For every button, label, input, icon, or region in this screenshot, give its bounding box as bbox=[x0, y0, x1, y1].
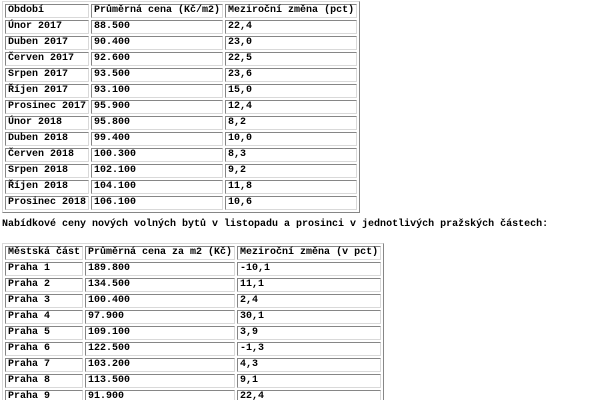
table-row bbox=[5, 358, 381, 372]
header-cell: Průměrná cena za m2 (Kč) bbox=[85, 246, 235, 260]
table-cell: 10,6 bbox=[225, 196, 357, 210]
table-cell: Praha 1 bbox=[5, 262, 83, 276]
table-row bbox=[5, 52, 357, 66]
table-row bbox=[5, 132, 357, 146]
header-cell: Meziroční změna (pct) bbox=[225, 4, 357, 18]
table-cell: Praha 4 bbox=[5, 310, 83, 324]
table-cell: 3,9 bbox=[237, 326, 381, 340]
table-cell: 93.100 bbox=[91, 84, 223, 98]
table-cell: 95.800 bbox=[91, 116, 223, 130]
table-cell: 100.400 bbox=[85, 294, 235, 308]
table-row bbox=[5, 294, 381, 308]
table-cell: 22,4 bbox=[225, 20, 357, 34]
table-cell: 99.400 bbox=[91, 132, 223, 146]
table-cell: 100.300 bbox=[91, 148, 223, 162]
table-cell: Praha 5 bbox=[5, 326, 83, 340]
table-row bbox=[5, 100, 357, 114]
table-cell: -10,1 bbox=[237, 262, 381, 276]
table-cell: 109.100 bbox=[85, 326, 235, 340]
price-table-by-period bbox=[2, 1, 360, 213]
table-cell: 97.900 bbox=[85, 310, 235, 324]
table-row bbox=[5, 180, 357, 194]
table-row bbox=[5, 68, 357, 82]
table-cell: 10,0 bbox=[225, 132, 357, 146]
table-row bbox=[5, 326, 381, 340]
table-cell: 15,0 bbox=[225, 84, 357, 98]
table-cell: 113.500 bbox=[85, 374, 235, 388]
table-cell: 104.100 bbox=[91, 180, 223, 194]
table-cell: Červen 2018 bbox=[5, 148, 89, 162]
table-cell: 23,0 bbox=[225, 36, 357, 50]
table-row bbox=[5, 310, 381, 324]
table-cell: Srpen 2018 bbox=[5, 164, 89, 178]
table-cell: Duben 2018 bbox=[5, 132, 89, 146]
table-row bbox=[5, 390, 381, 400]
table-cell: Srpen 2017 bbox=[5, 68, 89, 82]
table-cell: Prosinec 2017 bbox=[5, 100, 89, 114]
table-cell: 2,4 bbox=[237, 294, 381, 308]
table-cell: Praha 6 bbox=[5, 342, 83, 356]
table-cell: -1,3 bbox=[237, 342, 381, 356]
header-cell: Období bbox=[5, 4, 89, 18]
table-row bbox=[5, 84, 357, 98]
table-cell: 134.500 bbox=[85, 278, 235, 292]
table-cell: 22,4 bbox=[237, 390, 381, 400]
table-row bbox=[5, 116, 357, 130]
table-cell: 9,1 bbox=[237, 374, 381, 388]
table-cell: 11,8 bbox=[225, 180, 357, 194]
table-cell: Praha 2 bbox=[5, 278, 83, 292]
table-cell: Praha 9 bbox=[5, 390, 83, 400]
table-cell: 8,2 bbox=[225, 116, 357, 130]
table-cell: 11,1 bbox=[237, 278, 381, 292]
table-cell: Prosinec 2018 bbox=[5, 196, 89, 210]
header-cell: Městská část bbox=[5, 246, 83, 260]
table-cell: 8,3 bbox=[225, 148, 357, 162]
table-row bbox=[5, 374, 381, 388]
header-row bbox=[5, 246, 381, 260]
table-cell: Červen 2017 bbox=[5, 52, 89, 66]
table-cell: 12,4 bbox=[225, 100, 357, 114]
table-row bbox=[5, 164, 357, 178]
table-cell: 102.100 bbox=[91, 164, 223, 178]
table-cell: 92.600 bbox=[91, 52, 223, 66]
table-cell: Praha 7 bbox=[5, 358, 83, 372]
table-cell: 88.500 bbox=[91, 20, 223, 34]
table-cell: 4,3 bbox=[237, 358, 381, 372]
table-row bbox=[5, 36, 357, 50]
table-cell: 91.900 bbox=[85, 390, 235, 400]
table-cell: 95.900 bbox=[91, 100, 223, 114]
table-cell: 103.200 bbox=[85, 358, 235, 372]
table-cell: 106.100 bbox=[91, 196, 223, 210]
table-row bbox=[5, 278, 381, 292]
table-cell: 30,1 bbox=[237, 310, 381, 324]
table-cell: Říjen 2017 bbox=[5, 84, 89, 98]
table-cell: Únor 2017 bbox=[5, 20, 89, 34]
table-cell: 189.800 bbox=[85, 262, 235, 276]
table-row bbox=[5, 20, 357, 34]
table-cell: Duben 2017 bbox=[5, 36, 89, 50]
table-cell: 93.500 bbox=[91, 68, 223, 82]
table-cell: 22,5 bbox=[225, 52, 357, 66]
table-cell: Praha 8 bbox=[5, 374, 83, 388]
table-row bbox=[5, 196, 357, 210]
table-row bbox=[5, 262, 381, 276]
header-cell: Průměrná cena (Kč/m2) bbox=[91, 4, 223, 18]
table-cell: 23,6 bbox=[225, 68, 357, 82]
price-table-by-district bbox=[2, 243, 384, 400]
header-row bbox=[5, 4, 357, 18]
header-cell: Meziroční změna (v pct) bbox=[237, 246, 381, 260]
table-cell: 122.500 bbox=[85, 342, 235, 356]
intro-text: Nabídkové ceny nových volných bytů v listopadu a prosinci v jednotlivých pražských částech: bbox=[2, 219, 549, 230]
table-cell: Praha 3 bbox=[5, 294, 83, 308]
table-cell: 90.400 bbox=[91, 36, 223, 50]
table-row bbox=[5, 342, 381, 356]
table-cell: Říjen 2018 bbox=[5, 180, 89, 194]
table-cell: Únor 2018 bbox=[5, 116, 89, 130]
table-cell: 9,2 bbox=[225, 164, 357, 178]
table-row bbox=[5, 148, 357, 162]
